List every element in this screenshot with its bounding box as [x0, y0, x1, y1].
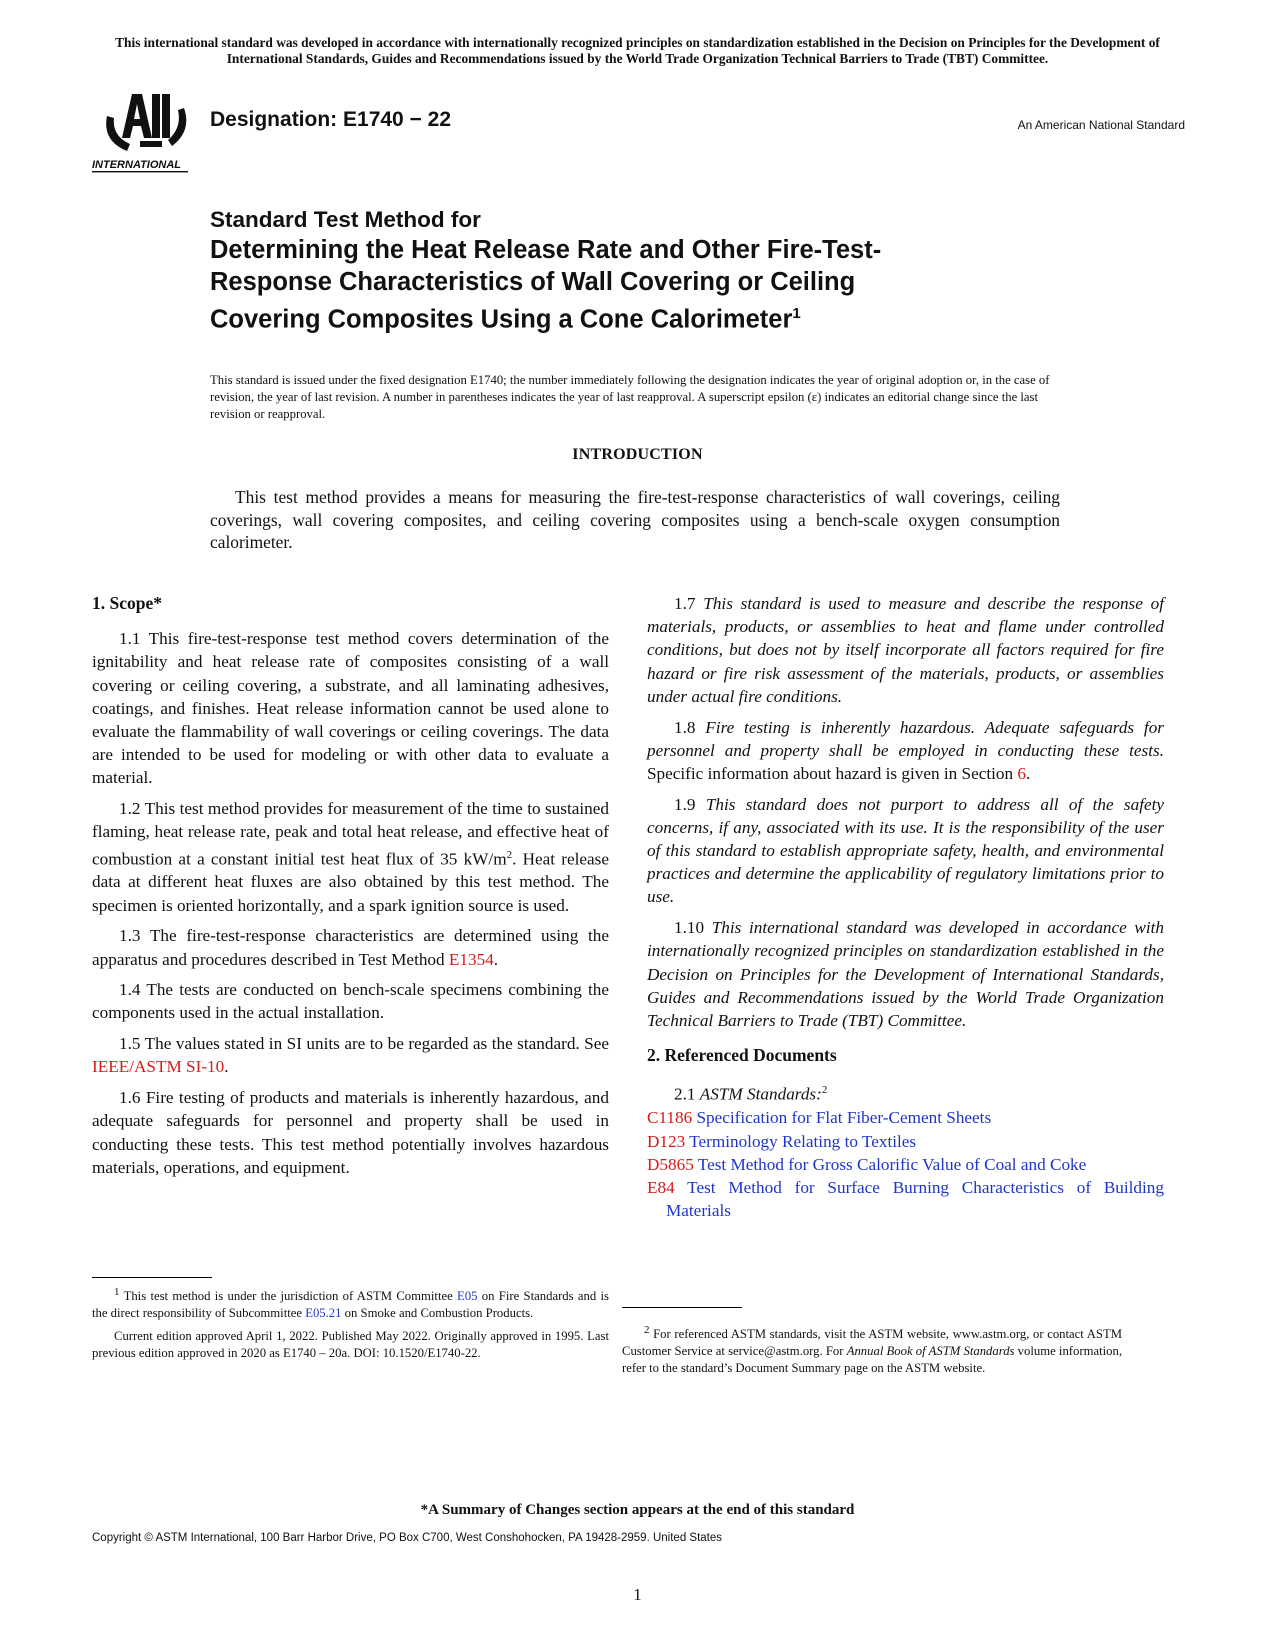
footnote-2	[622, 1322, 1122, 1377]
logo-text: INTERNATIONAL	[92, 159, 182, 171]
copyright: Copyright © ASTM International, 100 Barr Harbor Drive, PO Box C700, West Conshohocken, PA 19428-2959. United States	[92, 1532, 723, 1544]
page-number: 1	[633, 1585, 642, 1604]
para-1-10-num: 1.10	[674, 918, 712, 938]
footnote-2-mark: 2	[644, 1324, 650, 1336]
ref-code[interactable]: C1186	[647, 1108, 693, 1128]
para-1-2	[92, 797, 609, 917]
para-1-3	[92, 924, 609, 970]
designation: Designation: E1740 − 22	[210, 108, 452, 131]
footnote-rule-right	[622, 1307, 742, 1308]
left-column	[92, 592, 609, 1186]
ref-title[interactable]: Specification for Flat Fiber-Cement Sheets	[696, 1108, 992, 1128]
footnotes-left	[92, 1284, 609, 1368]
title-line-4: Covering Composites Using a Cone Calorimeter	[210, 305, 793, 334]
top-notice: This international standard was developed in accordance with internationally recognized principles on standardization established in the Decision on Principles for the Development of International Standards, Guides and Recommendations issued by the World Trade Organization Technical Barriers to Trade (TBT) Committee.	[115, 35, 1160, 66]
para-1-7	[647, 592, 1164, 708]
para-1-9-num: 1.9	[674, 794, 706, 814]
footnote-2-italic: Annual Book of ASTM Standards	[846, 1344, 1015, 1359]
footnote-1-mark: 1	[114, 1286, 120, 1298]
scope-heading: 1. Scope*	[92, 593, 162, 613]
para-1-8-italic: Fire testing is inherently hazardous. Adequate safeguards for personnel and property shall be employed in conducting these tests.	[647, 717, 1164, 760]
reference-item[interactable]	[647, 1153, 1164, 1176]
footnote-2-text-b: volume information, refer to the standard’s Document Summary page on the ASTM website.	[622, 1344, 1122, 1376]
para-1-5-end: .	[224, 1057, 229, 1077]
right-column	[647, 592, 1164, 1222]
ref-title[interactable]: Terminology Relating to Textiles	[689, 1131, 917, 1151]
title-line-3: Response Characteristics of Wall Covering or Ceiling	[210, 268, 856, 296]
footnote-1	[92, 1284, 609, 1322]
para-1-1: 1.1 This fire-test-response test method covers determination of the ignitability and heat release rate of composites consisting of a wall covering or ceiling covering, a substrate, and all laminating adhesives, coatings, and finishes. Heat release information cannot be used alone to evaluate the flammability of wall coverings or ceiling coverings. The data are intended to be used for modeling or with other data to evaluate a material.	[92, 629, 609, 788]
link-e05[interactable]: E05	[457, 1289, 478, 1304]
footnote-rule-left	[92, 1277, 212, 1278]
title-footnote-mark: 1	[792, 305, 801, 322]
link-ieee-astm-si10[interactable]: IEEE/ASTM SI-10	[92, 1057, 225, 1077]
ref-sub-sup: 2	[821, 1084, 828, 1097]
para-1-9	[647, 793, 1164, 909]
introduction-text: This test method provides a means for measuring the fire-test-response characteristics of wall coverings, ceiling coverings, wall covering composites, and ceiling covering composites using a bench-scale oxygen consumption calorimeter.	[210, 487, 1060, 552]
astm-logo	[92, 86, 202, 176]
footnote-1-text: This test method is under the jurisdiction of ASTM Committee	[119, 1289, 458, 1304]
introduction-heading: INTRODUCTION	[572, 446, 703, 463]
reference-item[interactable]	[647, 1106, 1164, 1129]
title-line-2: Determining the Heat Release Rate and Other Fire-Test-	[210, 236, 882, 264]
astm-standards-subheading	[647, 1079, 1164, 1106]
para-1-3-text: 1.3 The fire-test-response characteristics are determined using the apparatus and procedures described in Test Method	[92, 926, 609, 969]
footnote-1-text-b: on Fire Standards and is the direct responsibility of Subcommittee	[92, 1289, 609, 1321]
link-e1354[interactable]: E1354	[448, 949, 494, 969]
reference-item[interactable]	[647, 1130, 1164, 1153]
para-1-4: 1.4 The tests are conducted on bench-scale specimens combining the components used in the actual installation.	[92, 980, 609, 1023]
document-title	[210, 205, 990, 336]
title-line-1: Standard Test Method for	[210, 207, 481, 232]
referenced-documents-heading: 2. Referenced Documents	[647, 1045, 837, 1066]
para-1-10	[647, 916, 1164, 1032]
para-1-8-text: Specific information about hazard is given in Section	[647, 763, 1018, 783]
para-1-5	[92, 1032, 609, 1078]
para-1-10-text: This international standard was developed in accordance with internationally recognized principles on standardization established in the Decision on Principles for the Development of International Standards, Guides and Recommendations issued by the World Trade Organization Technical Barriers to Trade (TBT) Committee.	[647, 918, 1165, 1030]
link-e05-21[interactable]: E05.21	[305, 1306, 342, 1321]
para-1-3-end: .	[493, 949, 499, 969]
para-1-9-text: This standard does not purport to address all of the safety concerns, if any, associated with its use. It is the responsibility of the user of this standard to establish appropriate safety, health, and environmental practices and determine the applicability of regulatory limitations prior to use.	[647, 794, 1164, 907]
footnote-1-text-c: on Smoke and Combustion Products.	[341, 1306, 534, 1321]
national-standard-label: An American National Standard	[1017, 118, 1185, 132]
para-1-8-end: .	[1025, 763, 1031, 783]
footnotes-right	[622, 1322, 1122, 1383]
astm-logo-icon	[92, 86, 202, 176]
ref-code[interactable]: D123	[647, 1131, 686, 1151]
ref-sub-num: 2.1	[674, 1085, 700, 1105]
para-1-8	[647, 716, 1164, 786]
issued-note: This standard is issued under the fixed designation E1740; the number immediately following the designation indicates the year of original adoption or, in the case of revision, the year of last revision. A number in parentheses indicates the year of last reapproval. A superscript epsilon (ε) indicates an editorial change since the last revision or reapproval.	[210, 373, 1050, 421]
footnote-2-text: For referenced ASTM standards, visit the ASTM website, www.astm.org, or contact ASTM Customer Service at service@astm.org. For	[622, 1327, 1122, 1359]
para-1-7-text: This standard is used to measure and describe the response of materials, products, or assemblies to heat and flame under controlled conditions, but does not by itself incorporate all factors required for fire hazard or fire risk assessment of the materials, products, or assemblies under actual fire conditions.	[647, 594, 1165, 706]
para-1-2-text: 1.2 This test method provides for measurement of the time to sustained flaming, heat release rate, peak and total heat release, and effective heat of combustion at a constant initial test heat flux of 35 kW/m	[92, 799, 609, 869]
para-1-7-num: 1.7	[674, 594, 704, 613]
reference-item[interactable]	[647, 1176, 1164, 1222]
ref-title[interactable]: Test Method for Surface Burning Characteristics of Building Materials	[666, 1177, 1164, 1221]
para-1-2-sup: 2	[506, 848, 513, 861]
para-1-2-text-b: . Heat release data at different heat fluxes are also obtained by this test method. The specimen is oriented horizontally, and a spark ignition source is used.	[92, 849, 609, 915]
summary-of-changes-note: *A Summary of Changes section appears at the end of this standard	[420, 1502, 855, 1518]
link-section-6[interactable]: 6	[1017, 763, 1026, 783]
ref-code[interactable]: D5865	[647, 1154, 694, 1174]
para-1-6: 1.6 Fire testing of products and materials is inherently hazardous, and adequate safeguards for personnel and property shall be used in conducting these tests. This test method potentially involves hazardous materials, operations, and equipment.	[92, 1088, 609, 1177]
ref-sub-text: ASTM Standards:	[699, 1085, 822, 1105]
para-1-8-num: 1.8	[674, 717, 706, 737]
para-1-5-text: 1.5 The values stated in SI units are to be regarded as the standard. See	[119, 1034, 609, 1054]
ref-title[interactable]: Test Method for Gross Calorific Value of Coal and Coke	[697, 1154, 1087, 1174]
footnote-1-edition: Current edition approved April 1, 2022. Published May 2022. Originally approved in 1995. Last previous edition approved in 2020 as E1740 – 20a. DOI: 10.1520/E1740-22.	[92, 1329, 609, 1361]
ref-code[interactable]: E84	[647, 1177, 675, 1197]
